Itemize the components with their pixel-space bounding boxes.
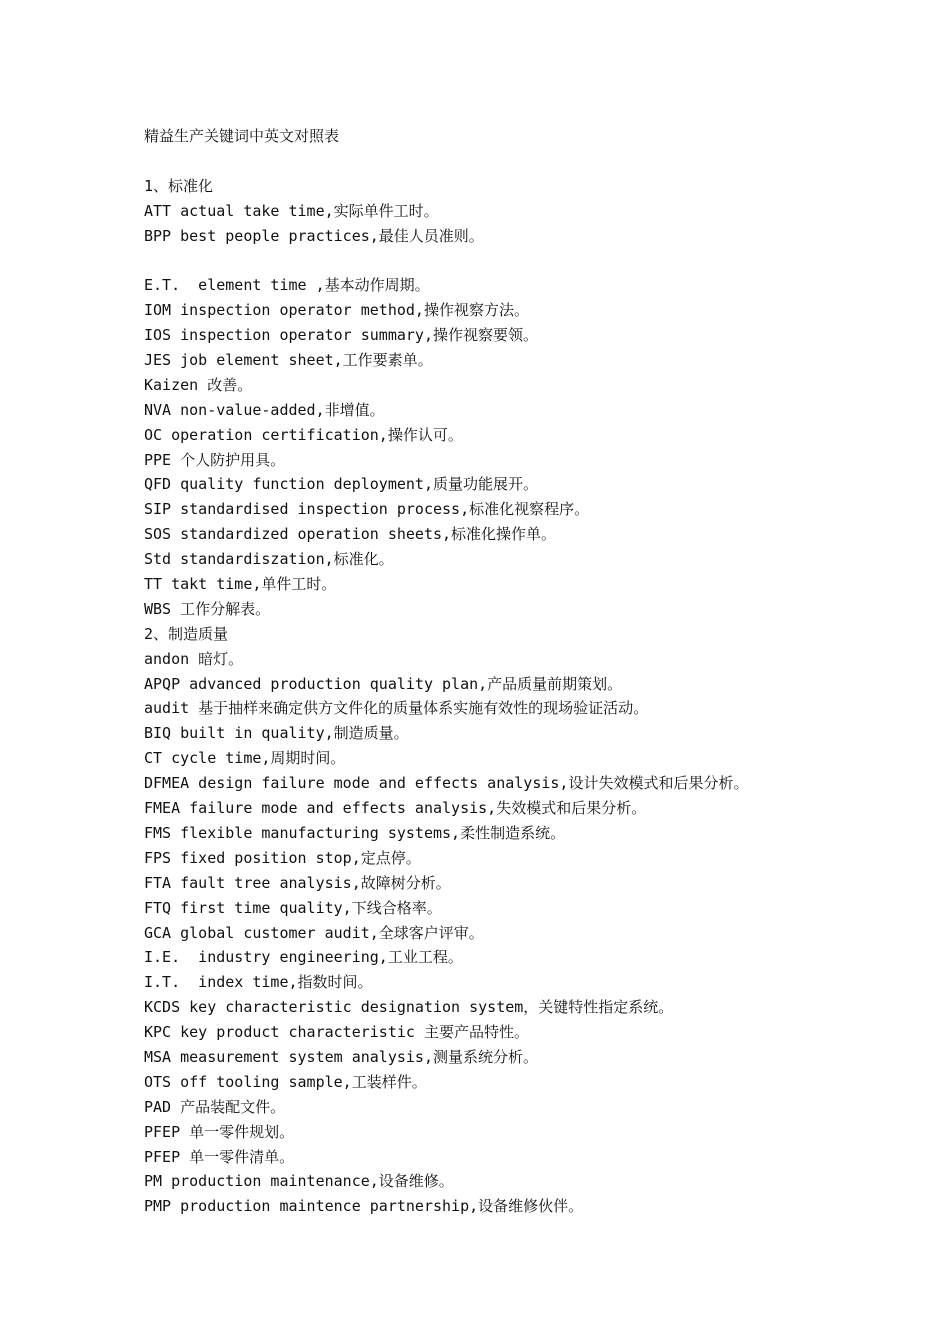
glossary-entry: JES job element sheet,工作要素单。 [144,351,433,370]
glossary-entry: audit 基于抽样来确定供方文件化的质量体系实施有效性的现场验证活动。 [144,699,649,718]
glossary-entry: FTQ first time quality,下线合格率。 [144,898,442,917]
glossary-entry: ATT actual take time,实际单件工时。 [144,201,439,220]
glossary-entry: IOM inspection operator method,操作视察方法。 [144,301,529,320]
glossary-entry: PFEP 单一零件规划。 [144,1122,295,1141]
glossary-entry: I.E. industry engineering,工业工程。 [144,948,463,967]
glossary-entry: SOS standardized operation sheets,标准化操作单。 [144,525,557,544]
glossary-entry: MSA measurement system analysis,测量系统分析。 [144,1047,538,1066]
section-heading: 2、制造质量 [144,624,229,643]
glossary-entry: I.T. index time,指数时间。 [144,973,373,992]
glossary-entry: BPP best people practices,最佳人员准则。 [144,226,484,245]
section-heading: 1、标准化 [144,176,214,195]
blank-line [144,149,924,174]
glossary-entry: Std standardiszation,标准化。 [144,550,394,569]
glossary-entry: FTA fault tree analysis,故障树分析。 [144,873,451,892]
glossary-entry: E.T. element time ,基本动作周期。 [144,276,430,295]
glossary-entry: PFEP 单一零件清单。 [144,1147,295,1166]
glossary-entry: GCA global customer audit,全球客户评审。 [144,923,484,942]
glossary-entry: OC operation certification,操作认可。 [144,425,463,444]
blank-line [144,248,924,273]
glossary-entry: NVA non-value-added,非增值。 [144,400,385,419]
glossary-entry: FPS fixed position stop,定点停。 [144,848,421,867]
glossary-entry: PAD 产品装配文件。 [144,1097,286,1116]
glossary-entry: QFD quality function deployment,质量功能展开。 [144,475,538,494]
glossary-entry: WBS 工作分解表。 [144,599,271,618]
glossary-entry: FMEA failure mode and effects analysis,失效模式和后果分析。 [144,799,647,818]
document-title: 精益生产关键词中英文对照表 [144,127,340,145]
glossary-entry: KCDS key characteristic designation system，关键特性指定系统。 [144,998,674,1017]
glossary-entry: APQP advanced production quality plan,产品质量前期策划。 [144,674,623,693]
glossary-entry: OTS off tooling sample,工装样件。 [144,1072,427,1091]
glossary-entry: PPE 个人防护用具。 [144,450,286,469]
glossary-entry: Kaizen 改善。 [144,375,253,394]
glossary-entry: FMS flexible manufacturing systems,柔性制造系统。 [144,823,566,842]
glossary-entry: DFMEA design failure mode and effects analysis,设计失效模式和后果分析。 [144,774,749,793]
glossary-entry: KPC key product characteristic 主要产品特性。 [144,1023,529,1042]
document-body [144,124,924,1219]
glossary-entry: PMP production maintence partnership,设备维修伙伴。 [144,1197,584,1216]
glossary-entry: andon 暗灯。 [144,649,244,668]
glossary-entry: TT takt time,单件工时。 [144,575,337,594]
glossary-entry: IOS inspection operator summary,操作视察要领。 [144,326,538,345]
glossary-entry: CT cycle time,周期时间。 [144,749,346,768]
glossary-entry: BIQ built in quality,制造质量。 [144,724,409,743]
glossary-entry: PM production maintenance,设备维修。 [144,1172,454,1191]
glossary-entry: SIP standardised inspection process,标准化视察程序。 [144,500,590,519]
